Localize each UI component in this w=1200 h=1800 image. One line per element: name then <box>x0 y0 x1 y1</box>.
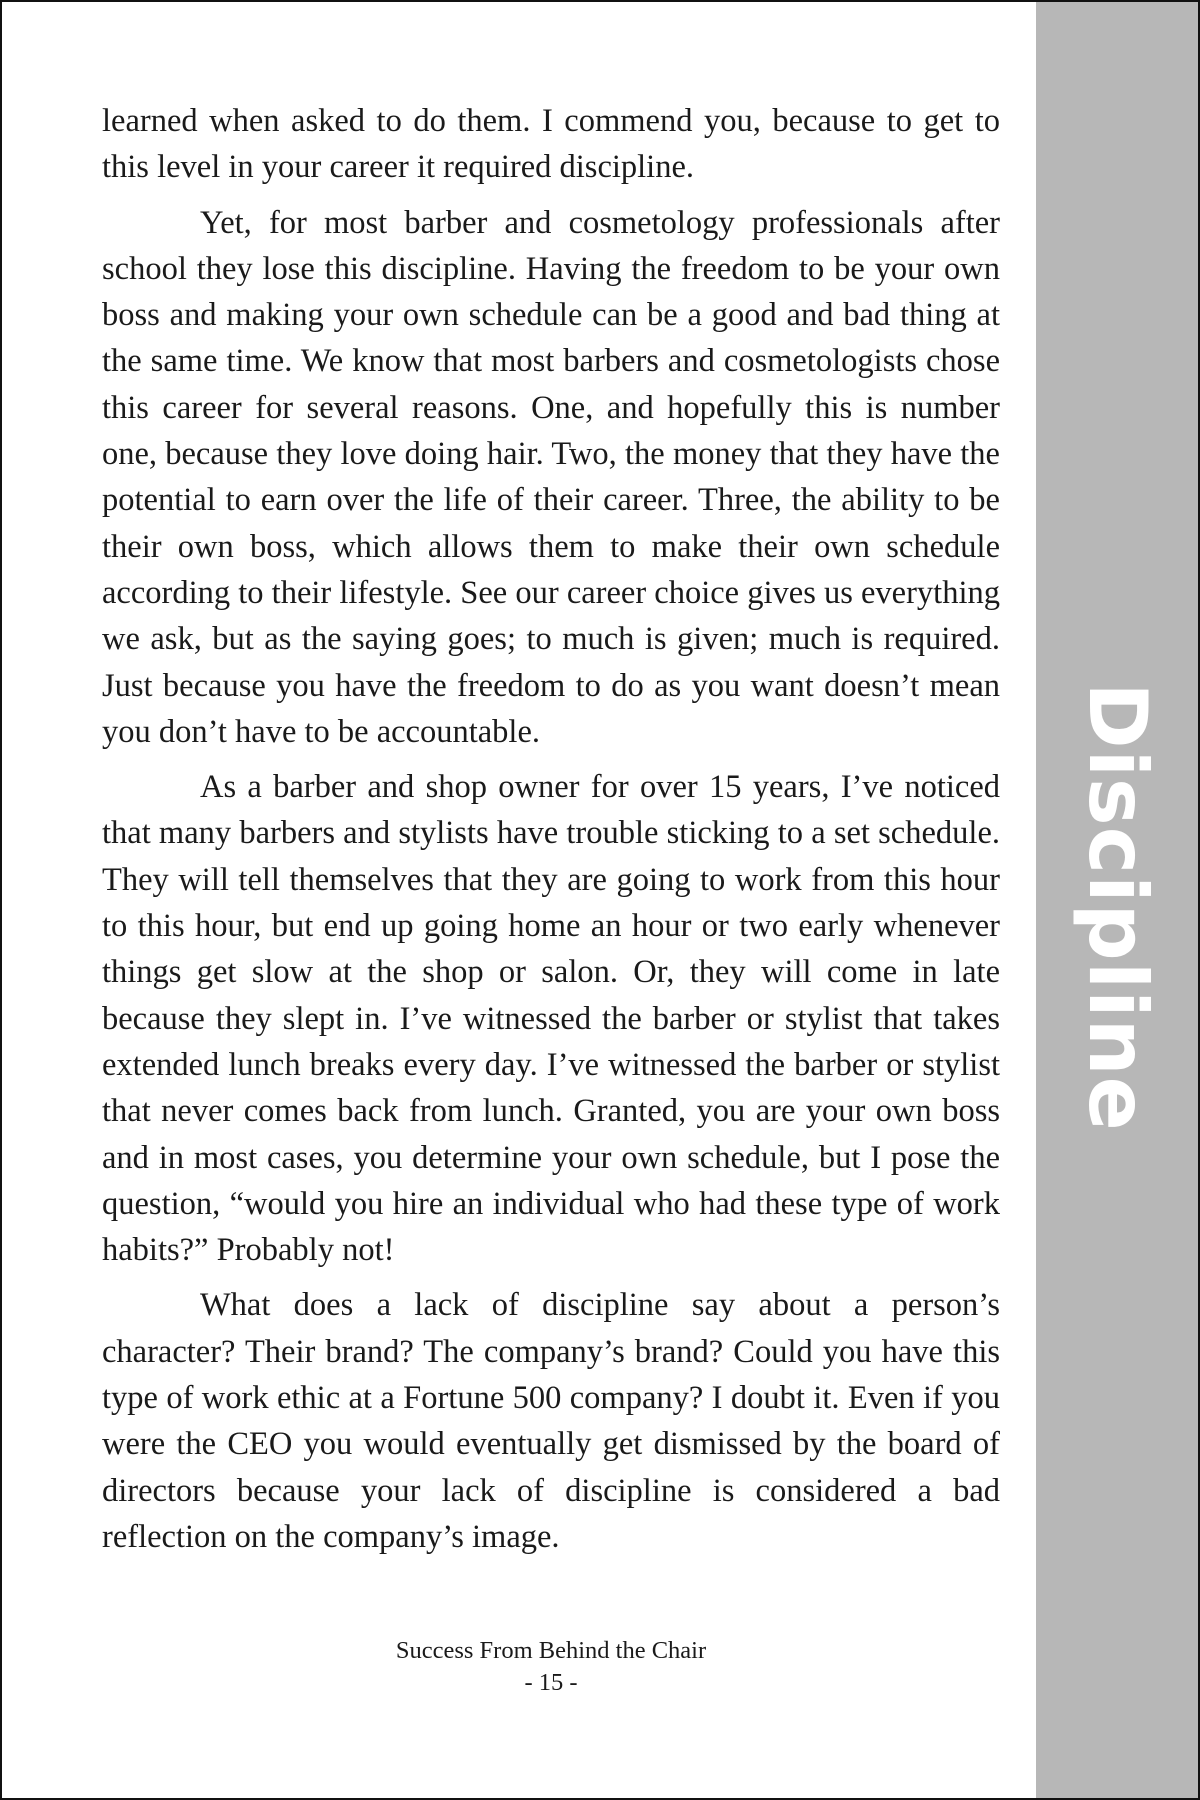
paragraph-continued: learned when asked to do them. I commend you, because to get to this level in your career it required discipline. <box>102 103 1000 186</box>
body-text <box>102 98 1000 1569</box>
paragraph: Yet, for most barber and cosmetology professionals after school they lose this discipline. Having the freedom to be your own boss and making your own schedule can be a good and bad thing at the same time. We know that most barbers and cosmetologists chose this career for several reasons. One, and hopefully this is number one, because they love doing hair. Two, the money that they have the potential to earn over the life of their career. Three, the ability to be their own boss, which allows them to make their own schedule according to their lifestyle. See our career choice gives us everything we ask, but as the saying goes; to much is given; much is required. Just because you have the freedom to do as you want doesn’t mean you don’t have to be accountable. <box>102 204 1000 750</box>
paragraph: What does a lack of discipline say about a person’s character? Their brand? The company’s brand? Could you have this type of work ethic at a Fortune 500 company? I doubt it. Even if you were the CEO you would eventually get dismissed by the board of directors because your lack of discipline is considered a bad reflection on the company’s image. <box>102 1287 1000 1555</box>
footer-page-number: - 15 - <box>524 1669 578 1696</box>
page-footer <box>102 1635 1000 1699</box>
chapter-side-tab <box>1036 2 1198 1798</box>
footer-book-title: Success From Behind the Chair <box>395 1637 707 1664</box>
chapter-tab-label: Discipline <box>1071 682 1164 1132</box>
paragraph: As a barber and shop owner for over 15 years, I’ve noticed that many barbers and stylists have trouble sticking to a set schedule. They will tell themselves that they are going to work from this hour to this hour, but end up going home an hour or two early whenever things get slow at the shop or salon. Or, they will come in late because they slept in. I’ve witnessed the barber or stylist that takes extended lunch breaks every day. I’ve witnessed the barber or stylist that never comes back from lunch. Granted, you are your own boss and in most cases, you determine your own schedule, but I pose the question, “would you hire an individual who had these type of work habits?” Probably not! <box>102 769 1000 1269</box>
